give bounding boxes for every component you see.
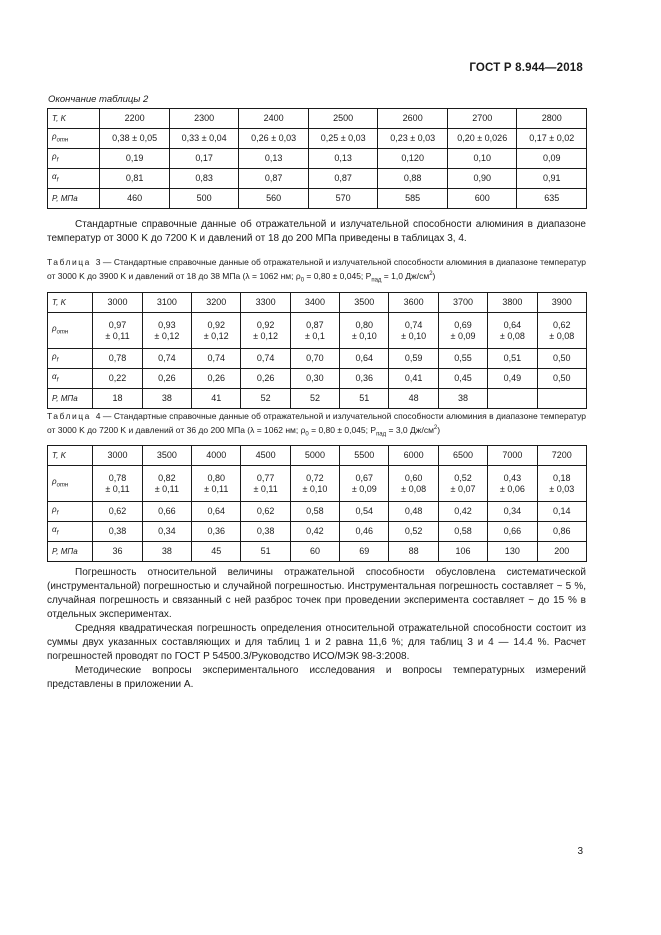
table-cell: 2700: [447, 109, 517, 129]
table-cell: 36: [93, 542, 142, 562]
table-cell: 0,17 ± 0,02: [517, 129, 587, 149]
table-cell: 0,46: [340, 522, 389, 542]
table-cell: 0,41: [389, 369, 438, 389]
table-row: [48, 369, 587, 389]
table-cell: 6000: [389, 446, 438, 466]
table-cell: 0,62: [93, 502, 142, 522]
table-cell: 3500: [340, 293, 389, 313]
row-header: P, МПа: [48, 542, 93, 562]
table-row: [48, 109, 587, 129]
table-cell: 45: [192, 542, 241, 562]
row-header: $\rho_f$: [48, 349, 93, 369]
table-cell: 69: [340, 542, 389, 562]
table-cell: 635: [517, 189, 587, 209]
table-row: [48, 169, 587, 189]
table-cell: 0,52 ± 0,07: [438, 466, 487, 502]
row-header: $\alpha_f$: [48, 369, 93, 389]
table-cell: 2800: [517, 109, 587, 129]
table-cell: 52: [290, 389, 339, 409]
table-cell: 0,50: [537, 369, 586, 389]
table-cell: 38: [142, 389, 191, 409]
table-cell: 0,74: [192, 349, 241, 369]
table-cell: 0,87: [239, 169, 309, 189]
table-cell: 52: [241, 389, 290, 409]
table-row: [48, 313, 587, 349]
table-cell: 3100: [142, 293, 191, 313]
table-cell: 0,36: [340, 369, 389, 389]
table-cell: 130: [488, 542, 537, 562]
row-header: $\rho_{отн}$: [48, 466, 93, 502]
paragraph-error-sources: Погрешность относительной величины отражательной способности обусловлена систематической (инструментальной) погрешностью и случайной погрешностью. Инструментальная погрешность составляет ~ 5 %, случайная погрешность и связанный с ней разброс точек при проведении эксперимента составляет ~ до 15 % в отдельных экспериментах.: [47, 567, 586, 620]
table-cell: 0,22: [93, 369, 142, 389]
table-row: [48, 389, 587, 409]
table-cell: 18: [93, 389, 142, 409]
table-cell: 0,30: [290, 369, 339, 389]
table-4: [47, 445, 587, 562]
table-cell: 0,45: [438, 369, 487, 389]
table-cell: 0,74: [241, 349, 290, 369]
table-cell: 0,38: [241, 522, 290, 542]
table-cell: 0,74 ± 0,10: [389, 313, 438, 349]
table-cell: 0,17: [169, 149, 239, 169]
table-cell: 0,93 ± 0,12: [142, 313, 191, 349]
table-cell: 0,23 ± 0,03: [378, 129, 448, 149]
table-cell: 0,83: [169, 169, 239, 189]
table-cell: 106: [438, 542, 487, 562]
table-cell: 0,97 ± 0,11: [93, 313, 142, 349]
table-cell: 0,14: [537, 502, 586, 522]
table-cell: 0,88: [378, 169, 448, 189]
table-row: [48, 466, 587, 502]
table-cell: 3000: [93, 293, 142, 313]
table-cell: 0,78 ± 0,11: [93, 466, 142, 502]
table-cell: 0,38 ± 0,05: [100, 129, 170, 149]
table-cell: 560: [239, 189, 309, 209]
table-cell: 0,66: [488, 522, 537, 542]
table-row: [48, 149, 587, 169]
table-cell: 3300: [241, 293, 290, 313]
table-cell: 0,81: [100, 169, 170, 189]
table-cell: 0,51: [488, 349, 537, 369]
table-cell: 0,36: [192, 522, 241, 542]
table-cell: [488, 389, 537, 409]
row-header: P, МПа: [48, 389, 93, 409]
table-cell: 88: [389, 542, 438, 562]
paragraph-mean-square-error: Средняя квадратическая погрешность определения относительной отражательной способности состоит из суммы двух указанных составляющих и для таблиц 1 и 2 равна 11,6 %; для таблиц 3 и 4 — 14.4 %. Расчет погрешностей проводят по ГОСТ Р 54500.3/Руководство ИСО/МЭК 98-3:2008.: [47, 623, 586, 662]
table-cell: 4000: [192, 446, 241, 466]
table-cell: 0,38: [93, 522, 142, 542]
table-cell: 0,66: [142, 502, 191, 522]
table-cell: 0,50: [537, 349, 586, 369]
table-3-caption: Таблица 3 — Стандартные справочные данные об отражательной и излучательной способности алюминия в диапазоне температур от 3000 K до 3900 K и давлений от 18 до 38 МПа (λ = 1062 нм; $\rho_0 = 0,80 \pm 0,045$; $P_{пад} = 1,0$ $Дж/см^2$): [47, 257, 587, 284]
table-cell: 38: [142, 542, 191, 562]
table-cell: 51: [340, 389, 389, 409]
table-row: [48, 293, 587, 313]
table-cell: 60: [290, 542, 339, 562]
table-row: [48, 446, 587, 466]
table-cell: 3200: [192, 293, 241, 313]
table-cell: 6500: [438, 446, 487, 466]
row-header: P, МПа: [48, 189, 100, 209]
table-cell: 0,49: [488, 369, 537, 389]
table-cell: 0,64: [340, 349, 389, 369]
table-cell: 0,62: [241, 502, 290, 522]
table-cell: 0,78: [93, 349, 142, 369]
table-cell: 3400: [290, 293, 339, 313]
table-cell: 0,82 ± 0,11: [142, 466, 191, 502]
table-cell: 0,77 ± 0,11: [241, 466, 290, 502]
row-header: $\rho_f$: [48, 502, 93, 522]
table-cell: 0,86: [537, 522, 586, 542]
table-row: [48, 502, 587, 522]
table-cell: 0,70: [290, 349, 339, 369]
table-cell: 0,90: [447, 169, 517, 189]
table-cell: 4500: [241, 446, 290, 466]
table-cell: 0,58: [438, 522, 487, 542]
table-cell: 0,33 ± 0,04: [169, 129, 239, 149]
table-cell: 41: [192, 389, 241, 409]
table-cell: 0,42: [290, 522, 339, 542]
table-cell: 0,34: [142, 522, 191, 542]
table-cell: 0,26: [192, 369, 241, 389]
table-cell: 5000: [290, 446, 339, 466]
table-cell: 48: [389, 389, 438, 409]
table-cell: 0,64 ± 0,08: [488, 313, 537, 349]
row-header: T, K: [48, 446, 93, 466]
table-cell: 2200: [100, 109, 170, 129]
row-header: $\rho_f$: [48, 149, 100, 169]
table-cell: 0,87: [308, 169, 378, 189]
table-cell: 0,54: [340, 502, 389, 522]
table-cell: 0,10: [447, 149, 517, 169]
table-cell: 3900: [537, 293, 586, 313]
table-cell: 0,34: [488, 502, 537, 522]
row-header: $\alpha_f$: [48, 522, 93, 542]
table-cell: 0,52: [389, 522, 438, 542]
table-cell: 0,64: [192, 502, 241, 522]
table-cell: 0,26 ± 0,03: [239, 129, 309, 149]
table-cell: 0,55: [438, 349, 487, 369]
table-cell: 0,26: [142, 369, 191, 389]
table-cell: 7000: [488, 446, 537, 466]
table-cell: 0,43 ± 0,06: [488, 466, 537, 502]
row-header: $\rho_{отн}$: [48, 129, 100, 149]
table-cell: 0,09: [517, 149, 587, 169]
table-cell: 0,74: [142, 349, 191, 369]
table-2-continuation: [47, 108, 587, 209]
table-cell: 0,80 ± 0,10: [340, 313, 389, 349]
table-cell: 0,58: [290, 502, 339, 522]
table-cell: 0,91: [517, 169, 587, 189]
table-cell: 38: [438, 389, 487, 409]
table-cell: 0,18 ± 0,03: [537, 466, 586, 502]
table-cell: 0,62 ± 0,08: [537, 313, 586, 349]
table-row: [48, 349, 587, 369]
table-cell: 3700: [438, 293, 487, 313]
row-header: T, K: [48, 293, 93, 313]
table-cell: 0,48: [389, 502, 438, 522]
table-cell: 0,92 ± 0,12: [192, 313, 241, 349]
table-cell: 2300: [169, 109, 239, 129]
table-cell: 0,20 ± 0,026: [447, 129, 517, 149]
table-cell: 3600: [389, 293, 438, 313]
table-cell: 0,13: [308, 149, 378, 169]
table-4-caption: Таблица 4 — Стандартные справочные данные об отражательной и излучательной способности алюминия в диапазоне температур от 3000 K до 7200 K и давлений от 36 до 200 МПа (λ = 1062 нм; $\rho_0 = 0,80 \pm 0,045$; $P_{пад} = 3,0$ $Дж/см^2$): [47, 411, 587, 438]
table-cell: 570: [308, 189, 378, 209]
table-cell: 460: [100, 189, 170, 209]
paragraph-intro: Стандартные справочные данные об отражательной и излучательной способности алюминия в диапазоне температур от 3000 K до 7200 K и давлений от 18 до 200 МПа приведены в таблицах 3, 4.: [47, 219, 586, 244]
table-cell: 2600: [378, 109, 448, 129]
table-cell: 2500: [308, 109, 378, 129]
paragraph-methodology: Методические вопросы экспериментального исследования и вопросы температурных измерений представлены в приложении А.: [47, 665, 586, 690]
table-cell: 3500: [142, 446, 191, 466]
table-cell: [537, 389, 586, 409]
table2-continuation-label: Окончание таблицы 2: [48, 94, 149, 105]
row-header: $\rho_{отн}$: [48, 313, 93, 349]
table-cell: 0,13: [239, 149, 309, 169]
row-header: $\alpha_f$: [48, 169, 100, 189]
table-3: [47, 292, 587, 409]
table-cell: 5500: [340, 446, 389, 466]
table-cell: 0,80 ± 0,11: [192, 466, 241, 502]
table-cell: 500: [169, 189, 239, 209]
table-cell: 51: [241, 542, 290, 562]
table-cell: 7200: [537, 446, 586, 466]
table-cell: 0,87 ± 0,1: [290, 313, 339, 349]
table-cell: 0,59: [389, 349, 438, 369]
standard-code: ГОСТ Р 8.944—2018: [469, 62, 583, 74]
table-cell: 2400: [239, 109, 309, 129]
table-cell: 0,92 ± 0,12: [241, 313, 290, 349]
table-cell: 585: [378, 189, 448, 209]
table-cell: 0,25 ± 0,03: [308, 129, 378, 149]
row-header: T, K: [48, 109, 100, 129]
table-row: [48, 542, 587, 562]
table-cell: 0,67 ± 0,09: [340, 466, 389, 502]
table-cell: 0,42: [438, 502, 487, 522]
table-cell: 0,72 ± 0,10: [290, 466, 339, 502]
table-row: [48, 189, 587, 209]
table-cell: 0,60 ± 0,08: [389, 466, 438, 502]
table-cell: 0,69 ± 0,09: [438, 313, 487, 349]
table-cell: 3000: [93, 446, 142, 466]
table-row: [48, 129, 587, 149]
table-cell: 600: [447, 189, 517, 209]
table-row: [48, 522, 587, 542]
table-cell: 200: [537, 542, 586, 562]
table-cell: 0,19: [100, 149, 170, 169]
page-number: 3: [577, 846, 583, 857]
table-cell: 3800: [488, 293, 537, 313]
table-cell: 0,120: [378, 149, 448, 169]
table-cell: 0,26: [241, 369, 290, 389]
